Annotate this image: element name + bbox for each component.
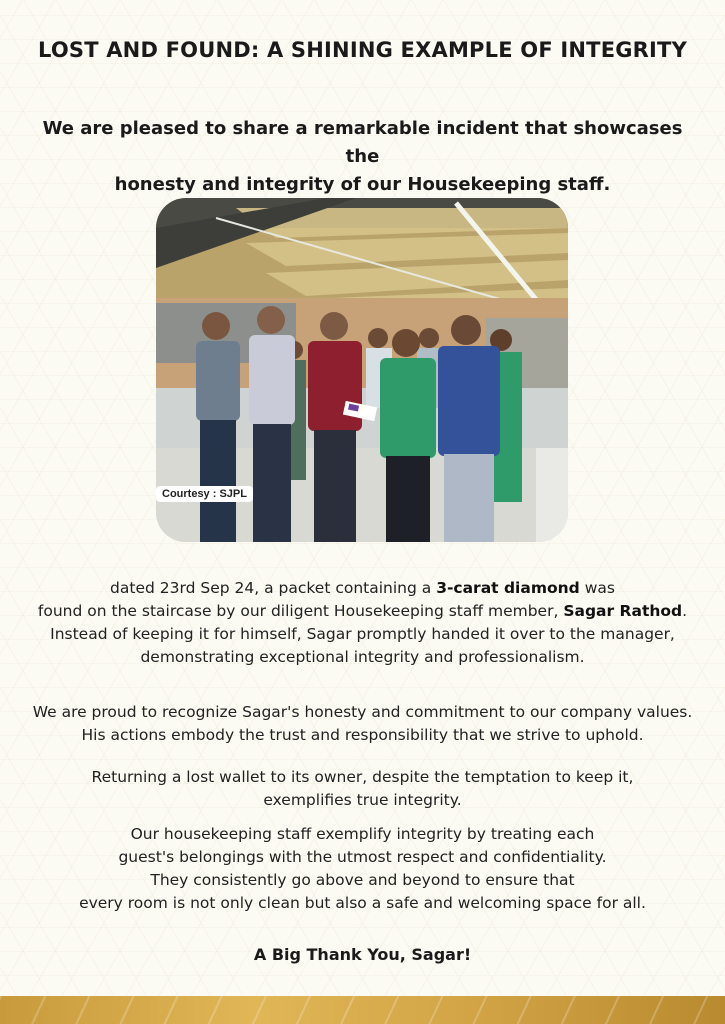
paragraph-line: guest's belongings with the utmost respect and confidentiality. xyxy=(118,848,607,866)
highlight-staff-name: Sagar Rathod xyxy=(563,602,683,620)
photo-courtesy-label: Courtesy : SJPL xyxy=(156,486,253,502)
paragraph-line: They consistently go above and beyond to ensure that xyxy=(150,871,575,889)
paragraph-incident xyxy=(0,577,725,669)
paragraph-line: Instead of keeping it for himself, Sagar promptly handed it over to the manager, xyxy=(50,625,675,643)
paragraph-line: found on the staircase by our diligent Housekeeping staff member, Sagar Rathod. xyxy=(37,602,688,620)
paragraph-line: demonstrating exceptional integrity and professionalism. xyxy=(140,648,585,666)
paragraph-line: We are proud to recognize Sagar's honesty and commitment to our company values. xyxy=(32,703,693,721)
paragraph-line: dated 23rd Sep 24, a packet containing a 3-carat diamond was xyxy=(110,579,615,597)
paragraph-line: every room is not only clean but also a safe and welcoming space for all. xyxy=(79,894,646,912)
paragraph-wallet xyxy=(0,766,725,812)
page-title: LOST AND FOUND: A SHINING EXAMPLE OF INTEGRITY xyxy=(37,38,687,62)
paragraph-line: Our housekeeping staff exemplify integrity by treating each xyxy=(130,825,595,843)
intro-text xyxy=(30,115,695,199)
paragraph-line: Returning a lost wallet to its owner, despite the temptation to keep it, xyxy=(91,768,634,786)
closing-thank-you: A Big Thank You, Sagar! xyxy=(253,945,472,964)
paragraph-recognition xyxy=(0,701,725,747)
paragraph-line: His actions embody the trust and responsibility that we strive to uphold. xyxy=(81,726,644,744)
intro-line-1: We are pleased to share a remarkable incident that showcases the xyxy=(42,118,683,167)
footer-gold-band xyxy=(0,996,725,1024)
intro-line-2: honesty and integrity of our Housekeeping staff. xyxy=(114,174,611,195)
paragraph-line: exemplifies true integrity. xyxy=(263,791,462,809)
paragraph-housekeeping xyxy=(0,823,725,915)
highlight-diamond: 3-carat diamond xyxy=(436,579,580,597)
